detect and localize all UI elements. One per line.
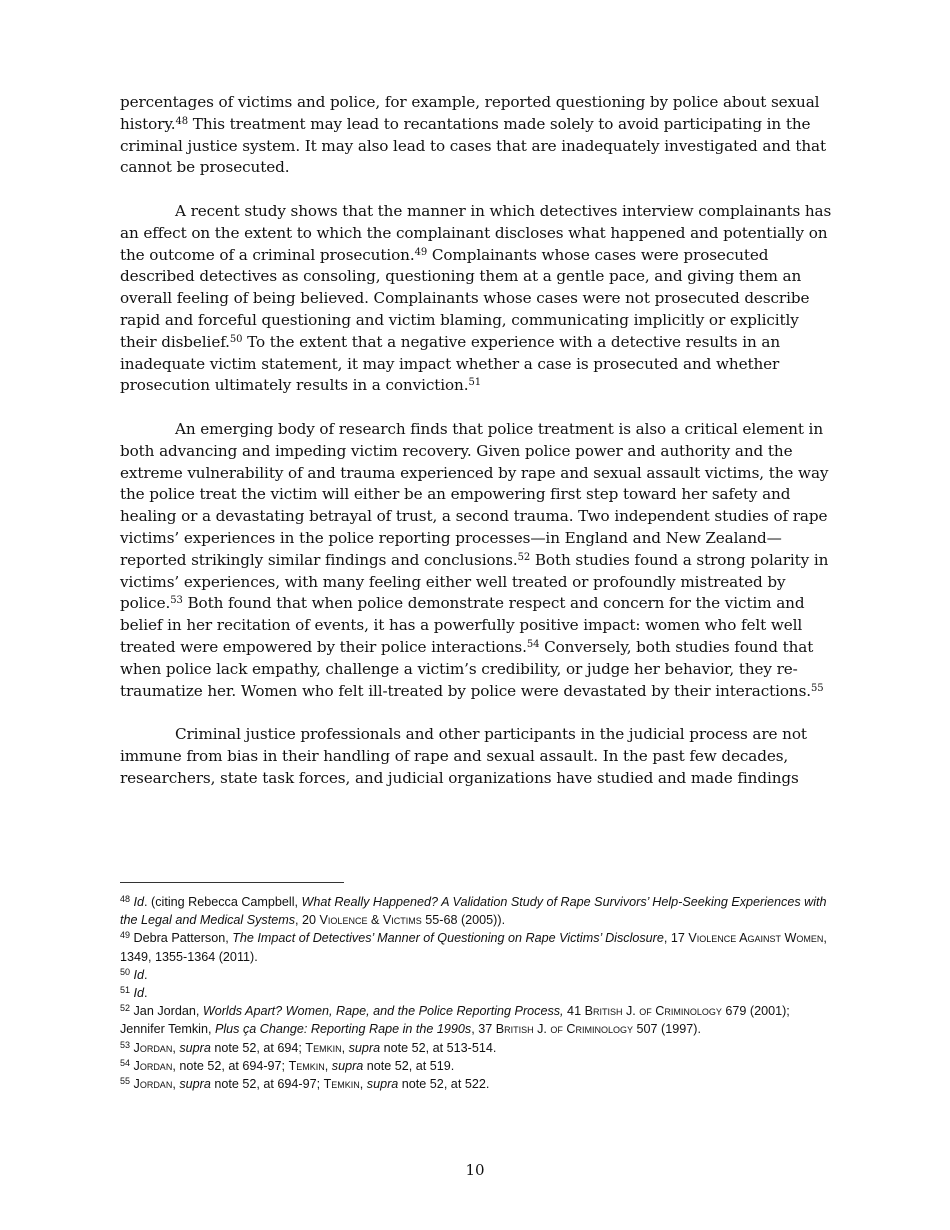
footnote-text: supra <box>366 1077 399 1092</box>
footnote-number: 54 <box>120 1057 131 1068</box>
footnote-text: & <box>367 913 383 928</box>
footnote-text: 507 (1997). <box>633 1022 701 1037</box>
footnote-text: , 20 <box>295 913 320 928</box>
footnote-number: 53 <box>120 1039 131 1050</box>
footnote-text: . (citing Rebecca Campbell, <box>144 895 302 909</box>
footnote-text: Jan Jordan, <box>130 1004 203 1019</box>
paragraph-4 <box>120 724 832 789</box>
footnote-text: supra <box>179 1040 211 1055</box>
paragraph-text: A recent study shows that the manner in which detectives interview complainants has an effect on the extent to which the complainant discloses what happened and potentially on the outcome of a criminal prosecution. <box>120 201 832 264</box>
footnote-text: , <box>172 1040 180 1055</box>
footnote-text: note 52, at 694-97; <box>210 1077 324 1092</box>
footnote-author: Jordan <box>133 1077 173 1092</box>
footnote-text: , <box>359 1077 367 1092</box>
footnote-journal: Violence <box>319 913 368 928</box>
footnote-55 <box>120 1075 832 1093</box>
footnote-text: 41 <box>563 1004 585 1019</box>
footnote-ref[interactable]: 50 <box>229 333 243 345</box>
footnote-ref[interactable]: 49 <box>414 246 428 258</box>
footnote-author: Jordan <box>133 1058 173 1073</box>
footnote-title: Worlds Apart? Women, Rape, and the Police Reporting Process, <box>202 1004 564 1019</box>
footnote-text: note 52, at 522. <box>398 1077 490 1092</box>
footnote-author: Temkin <box>305 1040 342 1055</box>
footnote-ref[interactable]: 52 <box>517 551 531 563</box>
paragraph-text: To the extent that a negative experience with a detective results in an inadequate victim statement, it may impact whether a case is prosecuted and whether prosecution ultimately results in a conviction. <box>120 332 781 395</box>
paragraph-text: Criminal justice professionals and other participants in the judicial process are not immune from bias in their handling of rape and sexual assault. In the past few decades, researchers, state task forces, and judicial organizations have studied and made findings <box>120 725 807 787</box>
footnote-ref[interactable]: 51 <box>468 377 481 389</box>
footnote-text: supra <box>331 1058 364 1073</box>
footnote-text: , 17 <box>663 931 689 946</box>
footnote-journal: British J. of Criminology <box>584 1004 722 1019</box>
footnotes <box>120 893 832 1093</box>
footnote-text: , <box>172 1077 180 1092</box>
footnote-51 <box>120 984 832 1002</box>
paragraph-text: Complainants whose cases were prosecuted described detectives as consoling, questioning them at a gentle pace, and giving them an overall feeling of being believed. Complainants whose cases were not prosecuted describe rapid and forceful questioning and victim blaming, communicating implicitly or explicitly their disbelief. <box>120 245 810 351</box>
footnote-text: note 52, at 513-514. <box>380 1040 497 1055</box>
paragraph-2 <box>120 201 832 397</box>
footnote-number: 48 <box>120 894 131 904</box>
footnote-number: 50 <box>120 966 131 977</box>
footnote-number: 49 <box>120 930 131 941</box>
footnote-text: supra <box>348 1040 381 1055</box>
footnote-text: note 52, at 519. <box>363 1058 455 1073</box>
paragraph-1 <box>120 92 832 179</box>
paragraph-text: Both studies found a strong polarity in victims’ experiences, with many feeling either well treated or profoundly mistreated by police. <box>120 550 829 613</box>
paragraph-text: This treatment may lead to recantations made solely to avoid participating in the criminal justice system. It may also lead to cases that are inadequately investigated and that cannot be prosecuted. <box>120 114 826 177</box>
paragraph-text: Conversely, both studies found that when police lack empathy, challenge a victim’s credibility, or judge her behavior, they re-traumatize her. Women who felt ill-treated by police were devastated by their interactions. <box>120 637 814 700</box>
footnote-text: . <box>144 967 148 982</box>
footnote-author: Temkin <box>288 1058 325 1073</box>
paragraph-text: Both found that when police demonstrate respect and concern for the victim and belief in her recitation of events, it has a powerfully positive impact: women who felt well treated were empowered by their police interactions. <box>120 594 805 656</box>
footnote-journal: British J. of Criminology <box>495 1022 634 1037</box>
footnote-text: , 1349, 1355-1364 (2011). <box>120 931 827 964</box>
paragraph-text: percentages of victims and police, for example, reported questioning by police about sexual history. <box>120 93 820 133</box>
body-text <box>120 92 832 811</box>
footnote-number: 51 <box>120 985 131 996</box>
paragraph-3 <box>120 419 832 702</box>
paragraph-text: An emerging body of research finds that police treatment is also a critical element in both advancing and impeding victim recovery. Given police power and authority and the extreme vulnerability of and trauma experienced by rape and sexual assault victims, the way the police treat the victim will either be an empowering first step toward her safety and healing or a devastating betrayal of trust, a second trauma. Two independent studies of rape victims’ experiences in the police reporting processes—in England and New Zealand—reported strikingly similar findings and conclusions. <box>120 419 829 569</box>
footnote-ref[interactable]: 55 <box>811 682 824 694</box>
footnote-ref[interactable]: 48 <box>175 115 189 127</box>
page-number: 10 <box>465 1161 485 1179</box>
footnote-author: Jordan <box>133 1040 173 1055</box>
footnote-text: , <box>324 1058 332 1073</box>
footnote-title: The Impact of Detectives’ Manner of Questioning on Rape Victims’ Disclosure <box>232 931 664 946</box>
footnote-journal: Violence Against Women <box>688 931 824 946</box>
footnote-text: Id <box>133 967 145 982</box>
footnote-50 <box>120 966 832 984</box>
footnote-author: Temkin <box>323 1077 360 1092</box>
footnote-52 <box>120 1002 832 1038</box>
footnote-title: What Really Happened? A Validation Study of Rape Survivors’ Help-Seeking Experiences with the Legal and Medical Systems <box>120 895 827 928</box>
footnote-ref[interactable]: 53 <box>170 595 183 607</box>
footnote-text: Id <box>133 895 145 909</box>
footnote-number: 55 <box>120 1076 131 1087</box>
footnote-49 <box>120 929 832 965</box>
footnote-ref[interactable]: 54 <box>526 638 540 650</box>
footnote-text: . <box>144 986 148 1001</box>
footnote-separator <box>120 882 344 883</box>
footnote-53 <box>120 1039 832 1057</box>
footnote-text: , 37 <box>471 1022 496 1037</box>
footnote-text: 55-68 (2005)). <box>421 913 506 928</box>
footnote-text: Id <box>133 986 145 1001</box>
footnote-54 <box>120 1057 832 1075</box>
footnote-text: note 52, at 694; <box>210 1040 306 1055</box>
footnote-title: Plus ça Change: Reporting Rape in the 1990s <box>214 1022 472 1037</box>
footnote-text: , <box>341 1040 349 1055</box>
footnote-text: , note 52, at 694-97; <box>172 1058 289 1073</box>
footnote-text: supra <box>179 1077 211 1092</box>
footnote-number: 52 <box>120 1003 131 1014</box>
footnote-text: Debra Patterson, <box>130 931 233 946</box>
footnote-48 <box>120 893 832 929</box>
footnote-journal: Victims <box>382 913 422 928</box>
footnote-text: 679 (2001); Jennifer Temkin, <box>120 1004 790 1037</box>
